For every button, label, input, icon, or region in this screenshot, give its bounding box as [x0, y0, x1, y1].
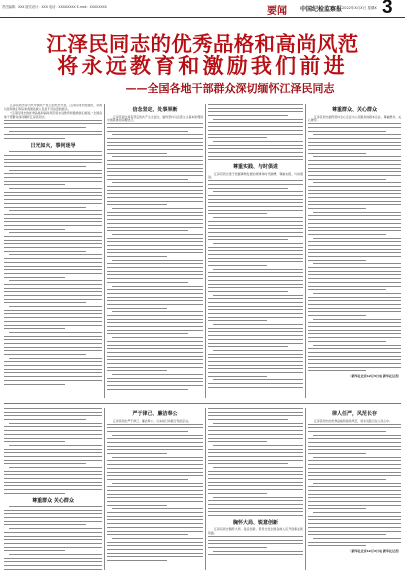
article-byline: （新华社北京12月3日电 新华社记者） — [348, 548, 401, 553]
text-block — [4, 151, 102, 384]
text-block — [208, 180, 303, 387]
section-lead-paragraph: 江泽民同志具有坚定的共产主义信念，始终坚持马克思主义基本原理同中国具体实际相结合。 — [107, 114, 203, 123]
sub-headline: ——全国各地干部群众深切缅怀江泽民同志 — [125, 82, 335, 95]
section-name: 要闻 — [267, 6, 287, 17]
text-block — [308, 424, 401, 547]
section-lead-paragraph: 江泽民同志始终坚持全心全意为人民服务的根本宗旨，尊重群众、关心群众。 — [308, 114, 401, 123]
section-heading: 胸怀大局、锐意创新 — [232, 519, 278, 526]
article-byline: （新华社北京12月3日电 新华社记者） — [348, 374, 401, 379]
article-column-3 — [208, 104, 303, 404]
section-lead-paragraph: 江泽民同志胸怀大局、锐意创新，领导全党全国各族人民开创事业新局面。 — [208, 527, 303, 535]
column-divider — [205, 408, 206, 570]
text-block — [107, 123, 203, 389]
intro-paragraph-2: “江泽民同志的优秀品格和高尚风范将永远教育和激励我们前进。”全国各地干部群众深切缅怀江泽民同志。 — [4, 110, 102, 119]
section-heading: 律人任严，风范长存 — [331, 411, 377, 417]
column-divider — [205, 104, 206, 398]
section-lead-paragraph: 江泽民同志善于把握事物发展的规律和时代脉搏，尊重实践、与时俱进。 — [208, 171, 303, 180]
column-divider — [104, 408, 105, 570]
article-column-1 — [4, 104, 102, 404]
lower-column-3 — [208, 408, 303, 572]
section-heading: 日光如火，事何迷导 — [30, 142, 76, 149]
text-block — [208, 408, 303, 516]
main-headline-line-1: 江泽民同志的优秀品格和高尚风范 — [46, 32, 359, 56]
section-lead-paragraph: 江泽民同志严于律己、廉洁奉公，以实际行动践行党的宗旨。 — [113, 418, 192, 423]
lower-column-1 — [4, 408, 102, 572]
text-block — [208, 104, 303, 160]
issue-date: 2022年X月X日 星期X — [342, 6, 377, 10]
article-column-2 — [107, 104, 203, 404]
masthead-editor-info: 责任编辑：XXX 版式设计：XXX 电话：XXXXXXXX E-mail：XXXXXXXX — [2, 5, 107, 9]
section-heading: 尊重实践、与时俱进 — [232, 164, 278, 170]
text-block — [208, 536, 303, 555]
newspaper-name: 中国纪检监察报 — [300, 6, 343, 13]
text-block — [4, 120, 102, 139]
text-block — [107, 424, 203, 561]
column-divider — [305, 104, 306, 398]
text-block — [4, 506, 102, 572]
column-divider — [104, 104, 105, 398]
section-divider-rule — [4, 403, 401, 404]
main-headline-line-2: 将永远教育和激励我们前进 — [57, 53, 348, 78]
column-divider — [305, 408, 306, 570]
text-block — [4, 408, 102, 494]
lower-column-2 — [107, 408, 203, 572]
masthead-rule — [0, 17, 405, 18]
section-heading: 信念坚定、处事果断 — [132, 107, 178, 113]
text-block — [308, 123, 401, 371]
masthead — [0, 0, 405, 18]
section-heading: 尊重群众、关心群众 — [331, 107, 377, 113]
section-heading: 尊重群众 关心群众 — [32, 497, 74, 504]
intro-paragraph: 江泽民同志是当代中国共产党人的杰出代表，江泽民同志的逝世，对我们党和我们军队和我国各族人民是不可估量的损失。 — [4, 104, 102, 111]
lower-column-4 — [308, 408, 401, 572]
page-number: 3 — [382, 0, 393, 18]
section-lead-paragraph: 江泽民同志的优秀品格和高尚风范，将永远铭记在人民心中。 — [314, 418, 393, 423]
section-heading: 严于律己、廉洁奉公 — [132, 411, 178, 417]
article-column-4 — [308, 104, 401, 404]
